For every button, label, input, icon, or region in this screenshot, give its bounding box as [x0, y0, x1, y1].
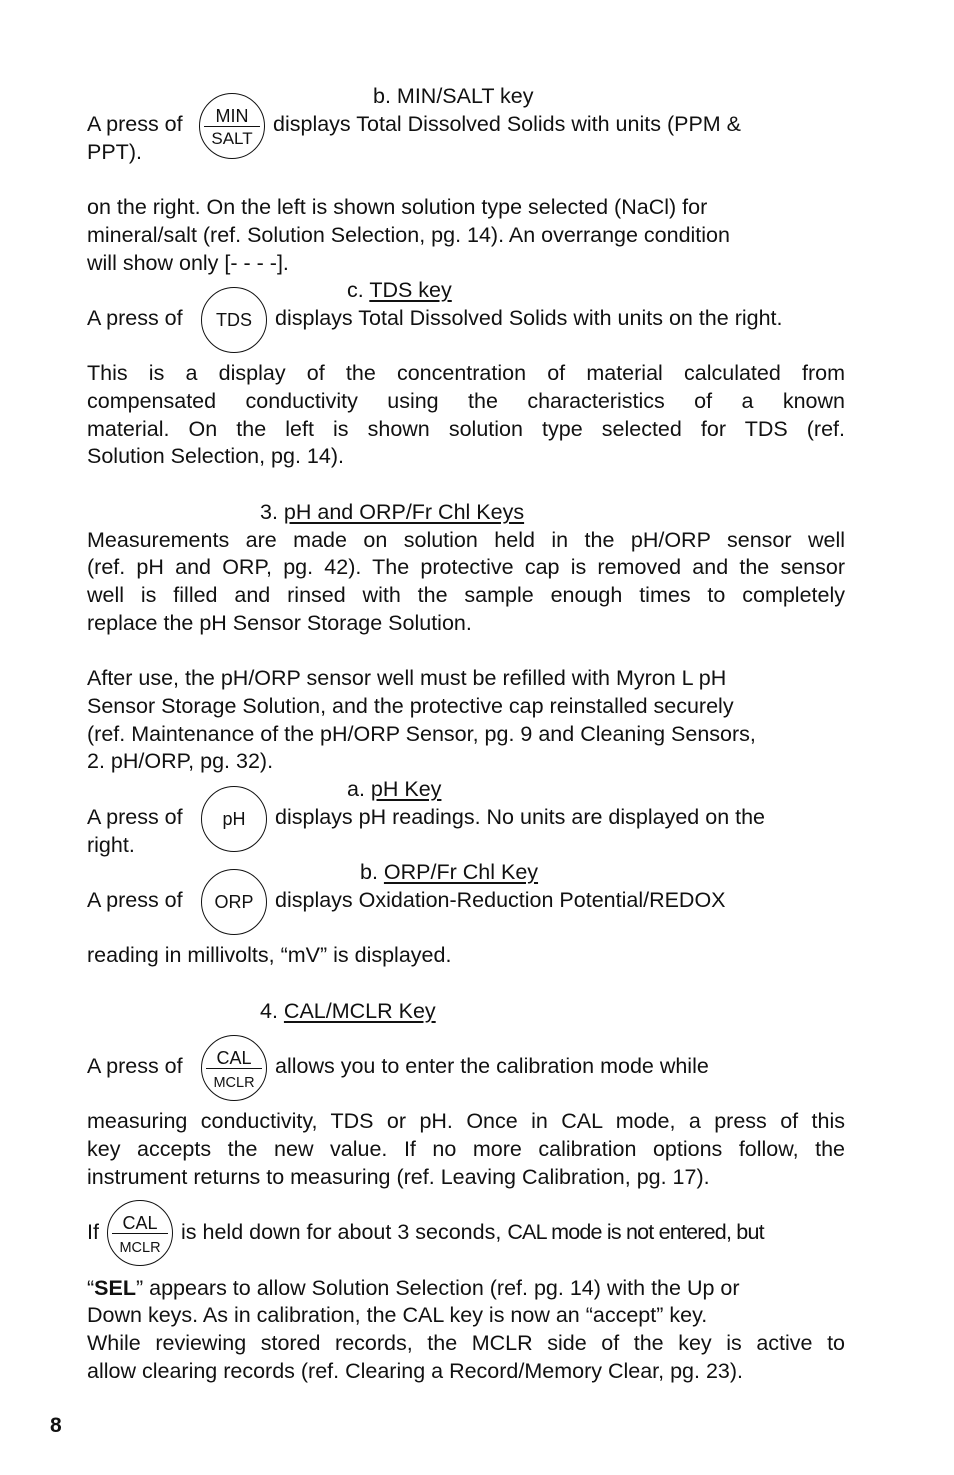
min-salt-para-line: on the right. On the left is shown solution type selected (NaCl) for: [87, 195, 708, 219]
tds-para-line: compensated conductivity using the characteristics of a known: [87, 389, 845, 413]
tds-intro: A press of: [87, 306, 183, 330]
min-salt-heading: b. MIN/SALT key: [373, 84, 534, 108]
cal-para2-line: Down keys. As in calibration, the CAL key is now an “accept” key.: [87, 1303, 708, 1327]
cal-para1-line: key accepts the new value. If no more calibration options follow, the: [87, 1137, 845, 1161]
tds-heading-title: TDS key: [369, 278, 452, 302]
mclr-key-label: MCLR: [119, 1240, 161, 1256]
key-divider: [204, 126, 260, 127]
ph-orp-para1-line: (ref. pH and ORP, pg. 42). The protective cap is removed and the sensor: [87, 555, 845, 579]
ph-key-description-cont: right.: [87, 833, 135, 857]
salt-key-label: SALT: [211, 129, 253, 148]
orp-key-description: displays Oxidation-Reduction Potential/REDOX: [275, 888, 726, 912]
ph-orp-heading-num: 3.: [260, 500, 278, 524]
sel-line: [87, 1275, 740, 1301]
cal-mclr-key-icon: [201, 1035, 267, 1101]
sel-word: SEL: [94, 1276, 136, 1300]
ph-orp-para2-line: 2. pH/ORP, pg. 32).: [87, 749, 274, 773]
min-salt-description: displays Total Dissolved Solids with units (PPM &: [273, 112, 742, 136]
min-salt-intro: A press of: [87, 112, 183, 136]
tds-para-line: material. On the left is shown solution type selected for TDS (ref.: [87, 417, 845, 441]
tds-heading: [347, 277, 452, 303]
min-salt-key-icon: [199, 93, 265, 159]
min-salt-para-line: mineral/salt (ref. Solution Selection, pg. 14). An overrange condition: [87, 223, 730, 247]
ph-key-description: displays pH readings. No units are displayed on the: [275, 805, 766, 829]
min-key-label: MIN: [215, 106, 249, 126]
cal-mclr-key-icon: [107, 1200, 173, 1266]
orp-key-heading-prefix: b.: [360, 860, 378, 884]
ph-orp-para2-line: Sensor Storage Solution, and the protective cap reinstalled securely: [87, 694, 734, 718]
page-number: 8: [50, 1414, 62, 1437]
ph-key-label: pH: [222, 809, 246, 829]
orp-key-icon: [201, 869, 267, 935]
min-salt-para-line: will show only [- - - -].: [87, 251, 289, 275]
ph-orp-para2-line: (ref. Maintenance of the pH/ORP Sensor, pg. 9 and Cleaning Sensors,: [87, 722, 756, 746]
cal-key-label: CAL: [216, 1048, 252, 1068]
key-divider: [112, 1233, 168, 1234]
orp-key-heading: [360, 859, 538, 885]
ph-orp-heading-title: pH and ORP/Fr Chl Keys: [283, 500, 525, 524]
ph-orp-para1-line: well is filled and rinsed with the sample enough times to completely: [87, 583, 845, 607]
cal-para2-line: While reviewing stored records, the MCLR side of the key is active to: [87, 1331, 845, 1355]
orp-key-intro: A press of: [87, 888, 183, 912]
cal-held-text-b: CAL mode is not entered, but: [507, 1220, 764, 1244]
cal-para1-line: instrument returns to measuring (ref. Leaving Calibration, pg. 17).: [87, 1165, 710, 1189]
cal-intro: A press of: [87, 1054, 183, 1078]
ph-key-intro: A press of: [87, 805, 183, 829]
cal-held-text: [181, 1219, 764, 1245]
tds-para-line: This is a display of the concentration of material calculated from: [87, 361, 845, 385]
cal-held-text-a: is held down for about 3 seconds,: [181, 1220, 502, 1244]
ph-key-icon: [201, 786, 267, 852]
ph-orp-para1-line: Measurements are made on solution held in the pH/ORP sensor well: [87, 528, 845, 552]
ph-key-heading-prefix: a.: [347, 777, 365, 801]
orp-key-label: ORP: [214, 892, 254, 912]
mclr-key-label: MCLR: [213, 1075, 255, 1091]
key-divider: [206, 1068, 262, 1069]
cal-heading: [260, 998, 436, 1024]
cal-if-word: If: [87, 1220, 99, 1244]
cal-heading-title: CAL/MCLR Key: [283, 999, 436, 1023]
tds-key-icon: [201, 287, 267, 353]
orp-key-para: reading in millivolts, “mV” is displayed.: [87, 943, 452, 967]
ph-orp-heading: [260, 499, 524, 525]
orp-key-heading-title: ORP/Fr Chl Key: [383, 860, 539, 884]
tds-heading-prefix: c.: [347, 278, 364, 302]
sel-rest: ” appears to allow Solution Selection (ref. pg. 14) with the Up or: [136, 1276, 740, 1300]
cal-description: allows you to enter the calibration mode while: [275, 1054, 709, 1078]
ph-orp-para1-line: replace the pH Sensor Storage Solution.: [87, 611, 472, 635]
cal-para1-line: measuring conductivity, TDS or pH. Once in CAL mode, a press of this: [87, 1109, 845, 1133]
cal-para2-line: allow clearing records (ref. Clearing a Record/Memory Clear, pg. 23).: [87, 1359, 744, 1383]
ph-key-heading: [347, 776, 441, 802]
tds-para-line: Solution Selection, pg. 14).: [87, 444, 344, 468]
sel-open-quote: “: [87, 1276, 95, 1300]
ph-key-heading-title: pH Key: [370, 777, 442, 801]
tds-key-label: TDS: [216, 310, 252, 330]
tds-description: displays Total Dissolved Solids with units on the right.: [275, 306, 783, 330]
cal-key-label: CAL: [122, 1213, 158, 1233]
ph-orp-para2-line: After use, the pH/ORP sensor well must be refilled with Myron L pH: [87, 666, 727, 690]
min-salt-description-cont: PPT).: [87, 140, 142, 164]
cal-heading-num: 4.: [260, 999, 278, 1023]
